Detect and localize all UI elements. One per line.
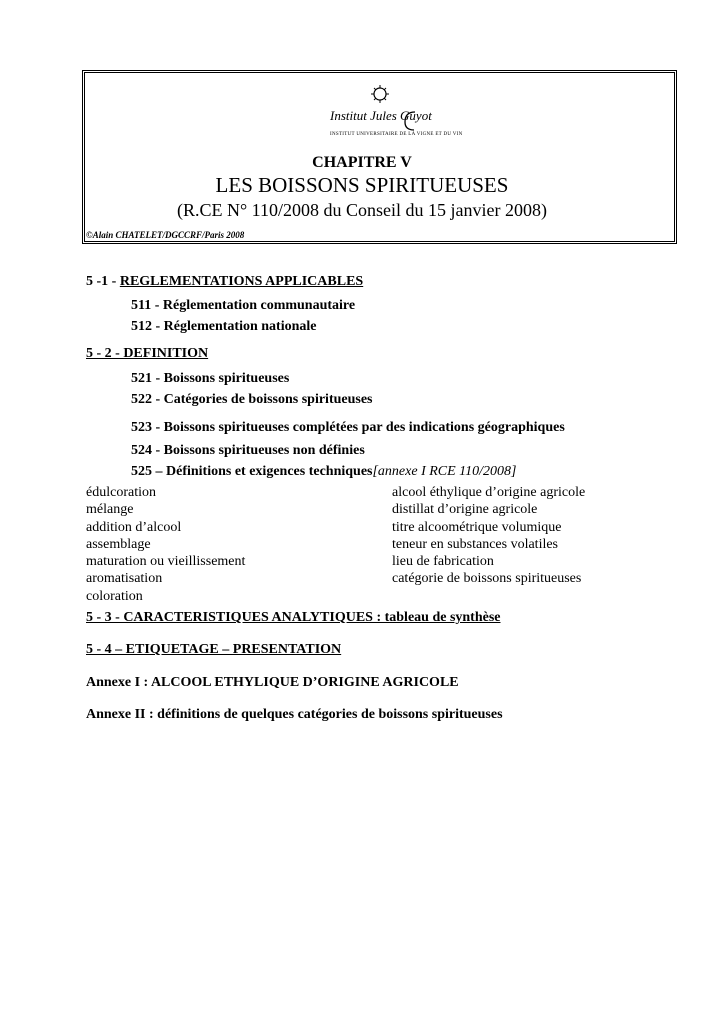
term: coloration [86, 588, 143, 604]
section-5-1-heading [86, 274, 363, 290]
term: maturation ou vieillissement [86, 554, 246, 570]
term: titre alcoométrique volumique [392, 519, 562, 535]
term: lieu de fabrication [392, 554, 494, 570]
logo-tagline: INSTITUT UNIVERSITAIRE DE LA VIGNE ET DU VIN [330, 132, 463, 137]
chapter-title: LES BOISSONS SPIRITUEUSES [215, 173, 509, 197]
section-5-2-heading: 5 - 2 - DEFINITION [86, 346, 209, 361]
terms-left-list [86, 484, 245, 605]
chapter-subtitle: (R.CE N° 110/2008 du Conseil du 15 janvier 2008) [176, 200, 547, 220]
annex-1-heading: Annexe I : ALCOOL ETHYLIQUE D’ORIGINE AGRICOLE [86, 675, 459, 690]
item-524: 524 - Boissons spiritueuses non définies [131, 443, 365, 458]
term: assemblage [86, 536, 151, 552]
annex-reference: [annexe I RCE 110/2008] [372, 464, 517, 479]
term: aromatisation [86, 571, 163, 587]
section-5-1-prefix: 5 -1 - [86, 274, 120, 289]
term: mélange [86, 502, 134, 518]
term: addition d’alcool [86, 519, 182, 535]
copyright-notice: ©Alain CHATELET/DGCCRF/Paris 2008 [86, 230, 245, 240]
item-525-line [131, 464, 516, 480]
item-511: 511 - Réglementation communautaire [131, 298, 356, 313]
item-521: 521 - Boissons spiritueuses [131, 371, 290, 386]
item-525: 525 – Définitions et exigences techniques [131, 464, 373, 479]
term: teneur en substances volatiles [392, 536, 559, 552]
section-5-1-title: REGLEMENTATIONS APPLICABLES [119, 274, 364, 289]
term: distillat d’origine agricole [392, 502, 538, 518]
term: catégorie de boissons spiritueuses [392, 571, 582, 587]
logo-name: Institut Jules Guyot [330, 108, 432, 123]
term: édulcoration [86, 485, 156, 500]
terms-right-list [392, 484, 585, 588]
chapter-label: CHAPITRE V [312, 154, 412, 171]
item-523: 523 - Boissons spiritueuses complétées par des indications géographiques [131, 420, 565, 435]
item-512: 512 - Réglementation nationale [131, 319, 317, 334]
term: alcool éthylique d’origine agricole [392, 485, 586, 500]
item-522: 522 - Catégories de boissons spiritueuses [131, 392, 373, 407]
section-5-4-heading: 5 - 4 – ETIQUETAGE – PRESENTATION [86, 642, 342, 657]
annex-2-heading: Annexe II : définitions de quelques catégories de boissons spiritueuses [86, 707, 503, 722]
section-5-3-heading: 5 - 3 - CARACTERISTIQUES ANALYTIQUES : tableau de synthèse [86, 610, 501, 625]
